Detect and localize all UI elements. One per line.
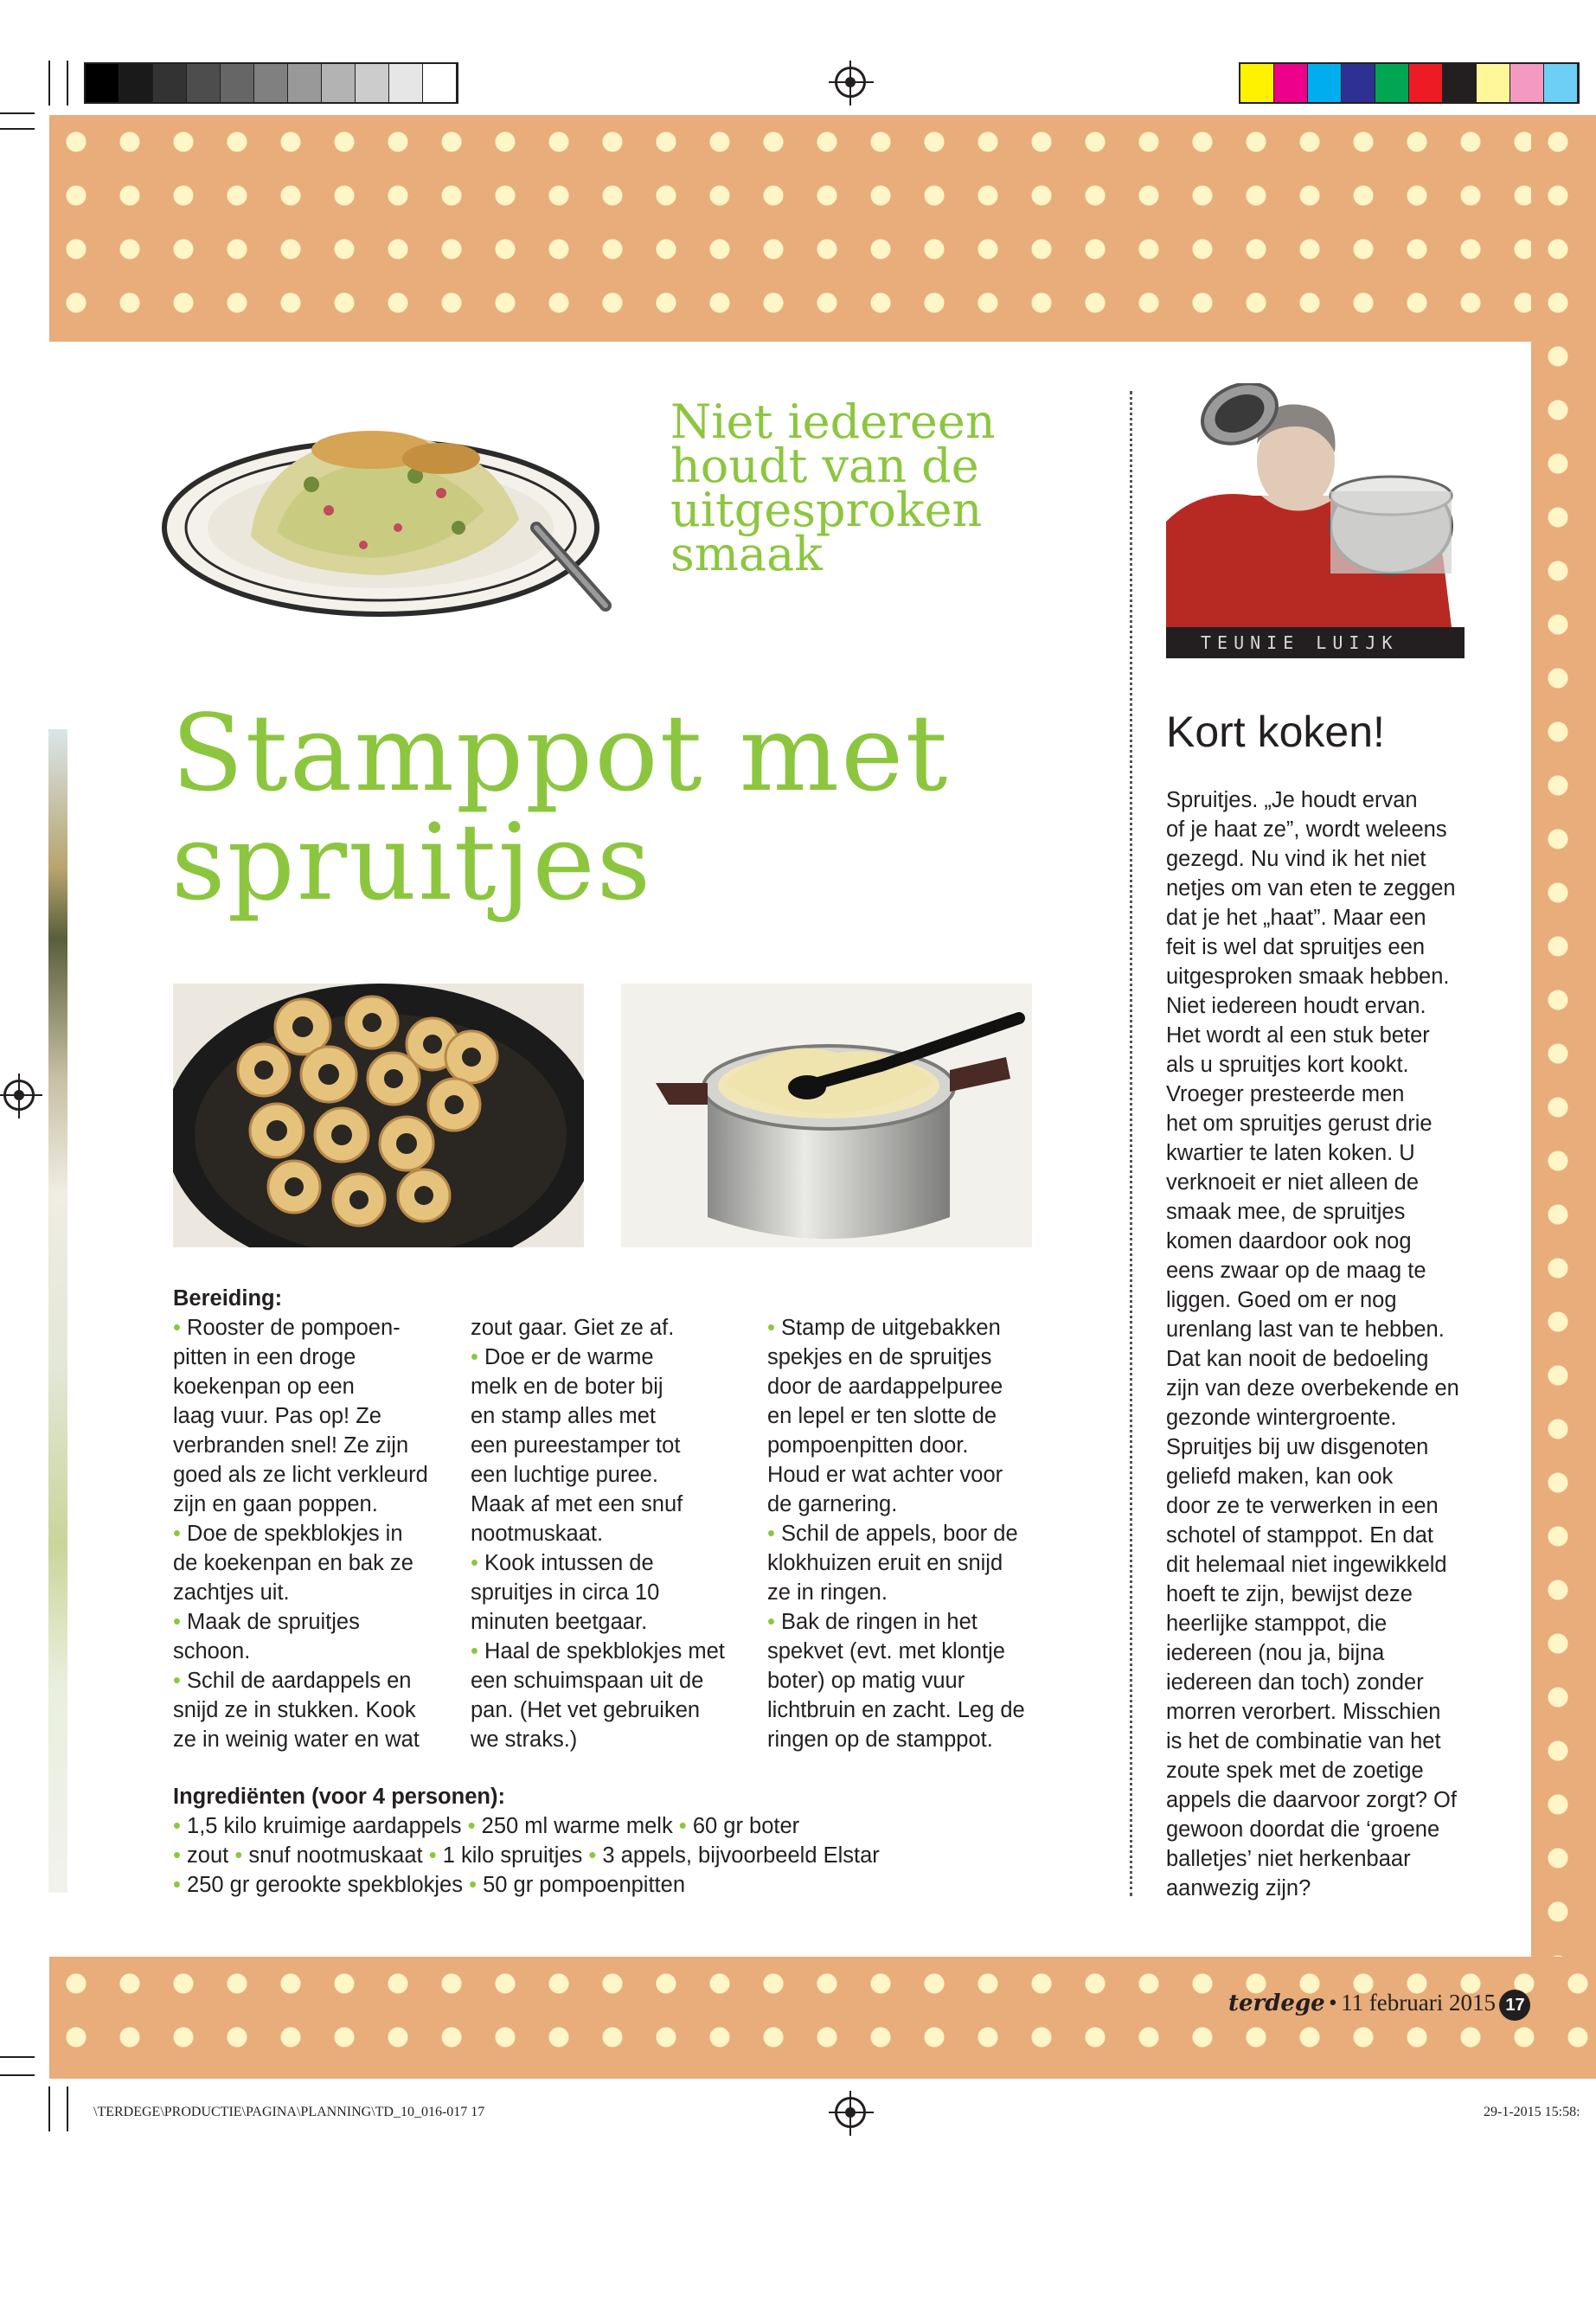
author-portrait-photo [1166,383,1465,627]
sidebar-line: als u spruitjes kort kookt. [1166,1053,1409,1077]
preparation-line: zout gaar. Giet ze af. [471,1316,675,1340]
sidebar-line: Dat kan nooit de bedoeling [1166,1347,1429,1371]
file-path-slug: \TERDEGE\PRODUCTIE\PAGINA\PLANNING\TD_10_016-017 17 [93,2105,485,2119]
bullet-icon: • [471,1345,478,1369]
bullet-icon: • [471,1551,478,1575]
preparation-line: spekjes en de spruitjes [767,1345,992,1369]
magazine-logo: terdege [1228,1990,1325,2016]
sidebar-line: liggen. Goed om er nog [1166,1288,1397,1312]
bullet-icon: • [173,1814,181,1838]
ingredients-list [173,1811,1107,1900]
grey-swatch [153,64,187,102]
preparation-line: we straks.) [471,1727,578,1752]
column-divider [1130,391,1132,1896]
preparation-column-2 [471,1313,765,1754]
sidebar-line: is het de combinatie van het [1166,1729,1441,1753]
preparation-line: • Stamp de uitgebakken [767,1316,1001,1340]
preparation-line: een pureestamper tot [471,1433,681,1458]
color-swatch [1274,64,1308,102]
bullet-icon: • [173,1522,181,1546]
grey-swatch [322,64,356,102]
sidebar-line: verknoeit er niet alleen de [1166,1170,1420,1195]
sidebar-line: zijn van deze overbekende en [1166,1376,1459,1400]
sidebar-line: iedereen dan toch) zonder [1166,1670,1424,1695]
color-swatch [1240,64,1274,102]
sidebar-line: smaak mee, de spruitjes [1166,1200,1406,1224]
grey-swatch [119,64,153,102]
page-number-badge: 17 [1499,1990,1530,2021]
bullet-icon: • [467,1814,476,1838]
preparation-line: goed als ze licht verkleurd [173,1463,428,1487]
sidebar-line: balletjes’ niet herkenbaar [1166,1847,1411,1871]
sidebar-line: netjes om van eten te zeggen [1166,876,1456,901]
crop-mark [0,2056,35,2058]
grey-swatch [288,64,322,102]
crop-mark [48,2086,50,2131]
sidebar-line: gewoon doordat die ‘groene [1166,1817,1440,1842]
grey-calibration-bar [84,62,458,104]
registration-mark-icon [3,1080,35,1111]
preparation-line: spruitjes in circa 10 [471,1580,660,1605]
preparation-line: • Schil de aardappels en [173,1669,412,1693]
bullet-icon: • [767,1316,775,1340]
apple-rings-pan-photo [173,984,584,1247]
preparation-text [173,1313,467,1754]
bullet-icon: • [173,1610,181,1634]
grey-swatch [86,64,119,102]
bullet-icon: • [173,1843,181,1868]
page-footer [1228,1990,1531,2021]
preparation-line: de koekenpan en bak ze [173,1551,413,1575]
tagline-line: Niet iedereen [670,394,996,449]
print-timestamp: 29-1-2015 15:58: [1484,2105,1580,2119]
preparation-line: laag vuur. Pas op! Ze [173,1404,381,1428]
sidebar-line: hoeft te zijn, bewijst deze [1166,1582,1413,1606]
sidebar-line: uitgesproken smaak hebben. [1166,965,1450,989]
sidebar-line: feit is wel dat spruitjes een [1166,935,1426,959]
preparation-line: melk en de boter bij [471,1375,663,1399]
tagline-line: houdt van de [670,439,979,493]
footer-separator: • [1329,1990,1337,2016]
sidebar-line: komen daardoor ook nog [1166,1229,1412,1253]
sidebar-line: heerlijke stamppot, die [1166,1612,1388,1636]
sidebar-line: gezonde wintergroente. [1166,1406,1397,1430]
preparation-line: ze in weinig water en wat [173,1727,420,1752]
grey-swatch [356,64,389,102]
sidebar-line: kwartier te laten koken. U [1166,1141,1415,1165]
bullet-icon: • [678,1814,687,1838]
bullet-icon: • [428,1843,437,1868]
crop-mark [0,128,35,130]
bullet-icon: • [767,1522,775,1546]
sidebar-line: gezegd. Nu vind ik het niet [1166,847,1426,871]
preparation-line: koekenpan op een [173,1375,355,1399]
grey-swatch [423,64,457,102]
registration-mark-icon [835,67,866,98]
sidebar-line: het om spruitjes gerust drie [1166,1112,1433,1136]
preparation-line: boter) op matig vuur [767,1669,965,1693]
color-swatch [1477,64,1510,102]
preparation-line: ringen op de stamppot. [767,1727,993,1752]
preparation-line: klokhuizen eruit en snijd [767,1551,1003,1575]
registration-mark-icon [835,2097,866,2128]
preparation-line: pompoenpitten door. [767,1433,969,1458]
preparation-line: schoon. [173,1639,251,1663]
sidebar-line: geliefd maken, kan ook [1166,1465,1394,1489]
tagline-line: uitgesproken [670,483,983,537]
sidebar-line: Niet iedereen houdt ervan. [1166,994,1426,1018]
preparation-line: • Doe er de warme [471,1345,654,1369]
sidebar-text [1166,785,1495,1903]
preparation-heading: Bereiding: [173,1286,283,1311]
crop-mark [0,2074,35,2076]
preparation-line: • Rooster de pompoen- [173,1316,401,1340]
preparation-line: de garnering. [767,1492,898,1516]
sidebar-line: schotel of stamppot. En dat [1166,1523,1434,1548]
sidebar-line: zoute spek met de zoetige [1166,1759,1424,1783]
color-calibration-bar [1239,62,1580,104]
sidebar-line: Het wordt al een stuk beter [1166,1023,1430,1048]
preparation-line: Maak af met een snuf [471,1492,683,1516]
mashed-potato-pot-photo [621,984,1032,1247]
tagline [670,394,1086,581]
crop-mark [48,61,50,106]
preparation-column-3 [767,1313,1079,1754]
preparation-line: snijd ze in stukken. Kook [173,1698,416,1722]
color-swatch [1342,64,1375,102]
sidebar-line: appels die daarvoor zorgt? Of [1166,1788,1457,1812]
sidebar-line: Spruitjes. „Je houdt ervan [1166,788,1418,812]
preparation-text [767,1313,1079,1754]
ingredients-block [173,1782,1107,1900]
bullet-icon: • [469,1873,477,1897]
sidebar-line: Spruitjes bij uw disgenoten [1166,1435,1429,1459]
sidebar-line: door ze te verwerken in een [1166,1494,1439,1518]
preparation-line: • Haal de spekblokjes met [471,1639,725,1663]
sidebar-line: of je haat ze”, wordt weleens [1166,817,1447,842]
bullet-icon: • [173,1873,181,1897]
crop-mark [67,2086,68,2131]
preparation-line: verbranden snel! Ze zijn [173,1433,409,1458]
page-title [171,692,1106,924]
bullet-icon: • [588,1843,597,1868]
preparation-line: minuten beetgaar. [471,1610,648,1634]
preparation-line: • Bak de ringen in het [767,1610,977,1634]
crop-mark [67,61,68,106]
title-line: spruitjes [171,801,653,924]
sidebar-line: iedereen (nou ja, bijna [1166,1641,1385,1665]
issue-date: 11 februari 2015 [1341,1990,1497,2016]
preparation-line: een schuimspaan uit de [471,1669,704,1693]
grey-swatch [389,64,423,102]
preparation-line: en stamp alles met [471,1404,657,1428]
tagline-line: smaak [670,527,824,581]
grey-swatch [187,64,221,102]
color-swatch [1375,64,1409,102]
preparation-line: • Doe de spekblokjes in [173,1522,403,1546]
polka-dot-frame-top [49,115,1596,342]
preparation-line: en lepel er ten slotte de [767,1404,997,1428]
ingredient-line: • zout • snuf nootmuskaat • 1 kilo spruitjes • 3 appels, bijvoorbeeld Elstar [173,1843,880,1868]
color-swatch [1510,64,1544,102]
sidebar-line: dat je het „haat”. Maar een [1166,906,1426,930]
sidebar-line: morren verorbert. Misschien [1166,1700,1441,1724]
sidebar-line: Vroeger presteerde men [1166,1082,1405,1106]
stamppot-dish-photo [156,389,640,631]
sidebar-title: Kort koken! [1166,708,1385,756]
preparation-line: pitten in een droge [173,1345,356,1369]
bullet-icon: • [173,1669,181,1693]
preparation-line: spekvet (evt. met klontje [767,1639,1005,1663]
bullet-icon: • [767,1610,775,1634]
color-swatch [1308,64,1342,102]
author-name: TEUNIE LUIJK [1166,627,1465,658]
grey-swatch [221,64,254,102]
sidebar-line: dit helemaal niet ingewikkeld [1166,1553,1447,1577]
preparation-line: • Schil de appels, boor de [767,1522,1018,1546]
color-swatch [1544,64,1578,102]
preparation-line: zijn en gaan poppen. [173,1492,378,1516]
preparation-line: nootmuskaat. [471,1522,604,1546]
bullet-icon: • [173,1316,181,1340]
sidebar-line: eens zwaar op de maag te [1166,1259,1426,1283]
ingredient-line: • 1,5 kilo kruimige aardappels • 250 ml warme melk • 60 gr boter [173,1814,800,1838]
title-line: Stamppot met [171,692,950,815]
crop-mark [0,112,35,114]
preparation-line: Houd er wat achter voor [767,1463,1003,1487]
polka-dot-frame-right [1531,115,1596,2079]
sidebar-line: aanwezig zijn? [1166,1876,1311,1900]
bullet-icon: • [471,1639,478,1663]
grey-swatch [254,64,288,102]
ingredient-line: • 250 gr gerookte spekblokjes • 50 gr pompoenpitten [173,1873,686,1897]
preparation-line: • Kook intussen de [471,1551,654,1575]
sidebar-line: urenlang last van te hebben. [1166,1317,1445,1342]
preparation-column-1 [173,1284,467,1754]
preparation-line: door de aardappelpuree [767,1375,1003,1399]
preparation-text [471,1313,765,1754]
preparation-line: lichtbruin en zacht. Leg de [767,1698,1025,1722]
preparation-line: een luchtige puree. [471,1463,658,1487]
color-swatch [1443,64,1477,102]
color-swatch [1409,64,1443,102]
ingredients-heading: Ingrediënten (voor 4 personen): [173,1785,505,1809]
preparation-line: pan. (Het vet gebruiken [471,1698,701,1722]
bullet-icon: • [234,1843,243,1868]
preparation-line: zachtjes uit. [173,1580,290,1605]
preparation-line: ze in ringen. [767,1580,888,1605]
preparation-line: • Maak de spruitjes [173,1610,360,1634]
previous-page-photo-edge [48,729,67,1893]
